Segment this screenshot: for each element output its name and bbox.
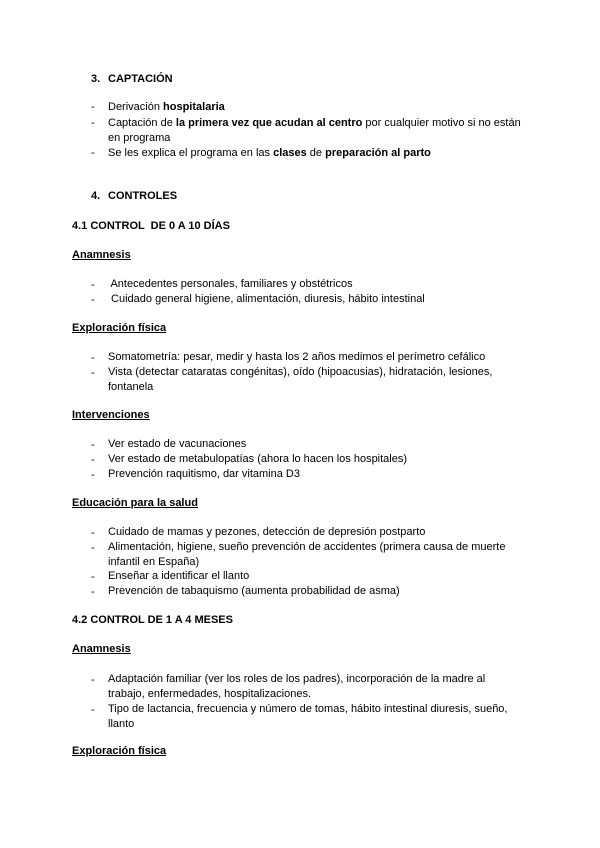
bullet-dash: - bbox=[91, 527, 95, 539]
bullet-dash: - bbox=[91, 147, 95, 159]
captacion-item-1: Derivación hospitalaria bbox=[108, 101, 225, 113]
bullet-dash: - bbox=[91, 586, 95, 598]
exploracion-item: Somatometría: pesar, medir y hasta los 2 años medimos el perímetro cefálico bbox=[108, 351, 486, 363]
educacion-item: Alimentación, higiene, sueño prevención de accidentes (primera causa de muerte bbox=[108, 541, 506, 553]
captacion-item-2: Captación de la primera vez que acudan al centro por cualquier motivo si no están bbox=[108, 117, 521, 129]
section-title-captacion: CAPTACIÓN bbox=[108, 73, 173, 85]
anamnesis-item-cont: trabajo, enfermedades, hospitalizaciones. bbox=[108, 688, 312, 700]
educacion-item: Cuidado de mamas y pezones, detección de depresión postparto bbox=[108, 526, 426, 538]
section-number-captacion: 3. bbox=[91, 73, 101, 85]
captacion-item-3: Se les explica el programa en las clases de preparación al parto bbox=[108, 147, 431, 159]
exploracion-item-cont: fontanela bbox=[108, 381, 154, 393]
subsection-title-0-10: 4.1 CONTROL DE 0 A 10 DÍAS bbox=[72, 220, 230, 232]
anamnesis-item: Cuidado general higiene, alimentación, diuresis, hábito intestinal bbox=[108, 293, 425, 305]
heading-exploracion-fisica: Exploración física bbox=[72, 322, 167, 334]
anamnesis-item: Tipo de lactancia, frecuencia y número de tomas, hábito intestinal diuresis, sueño, bbox=[108, 703, 508, 715]
bullet-dash: - bbox=[91, 101, 95, 113]
intervenciones-item: Prevención raquitismo, dar vitamina D3 bbox=[108, 468, 300, 480]
heading-educacion-salud: Educación para la salud bbox=[72, 497, 198, 509]
anamnesis-item: Adaptación familiar (ver los roles de los padres), incorporación de la madre al bbox=[108, 673, 486, 685]
heading-intervenciones: Intervenciones bbox=[72, 409, 150, 421]
subsection-title-1-4: 4.2 CONTROL DE 1 A 4 MESES bbox=[72, 614, 233, 626]
bullet-dash: - bbox=[91, 279, 95, 291]
bullet-dash: - bbox=[91, 704, 95, 716]
intervenciones-item: Ver estado de vacunaciones bbox=[108, 438, 247, 450]
bullet-dash: - bbox=[91, 367, 95, 379]
bullet-dash: - bbox=[91, 674, 95, 686]
bullet-dash: - bbox=[91, 294, 95, 306]
heading-anamnesis: Anamnesis bbox=[72, 249, 131, 261]
section-title-controles: CONTROLES bbox=[108, 190, 178, 202]
heading-anamnesis: Anamnesis bbox=[72, 643, 131, 655]
bullet-dash: - bbox=[91, 571, 95, 583]
exploracion-item: Vista (detectar cataratas congénitas), oído (hipoacusias), hidratación, lesiones, bbox=[108, 366, 493, 378]
bullet-dash: - bbox=[91, 117, 95, 129]
bullet-dash: - bbox=[91, 469, 95, 481]
bullet-dash: - bbox=[91, 352, 95, 364]
educacion-item: Enseñar a identificar el llanto bbox=[108, 570, 250, 582]
anamnesis-item: Antecedentes personales, familiares y obstétricos bbox=[108, 278, 353, 290]
bullet-dash: - bbox=[91, 542, 95, 554]
section-number-controles: 4. bbox=[91, 190, 101, 202]
educacion-item: Prevención de tabaquismo (aumenta probabilidad de asma) bbox=[108, 585, 400, 597]
intervenciones-item: Ver estado de metabulopatías (ahora lo hacen los hospitales) bbox=[108, 453, 408, 465]
anamnesis-item-cont: llanto bbox=[108, 718, 135, 730]
bullet-dash: - bbox=[91, 454, 95, 466]
bullet-dash: - bbox=[91, 439, 95, 451]
educacion-item-cont: infantil en España) bbox=[108, 556, 200, 568]
heading-exploracion-fisica: Exploración física bbox=[72, 745, 167, 757]
captacion-item-2-cont: en programa bbox=[108, 132, 171, 144]
